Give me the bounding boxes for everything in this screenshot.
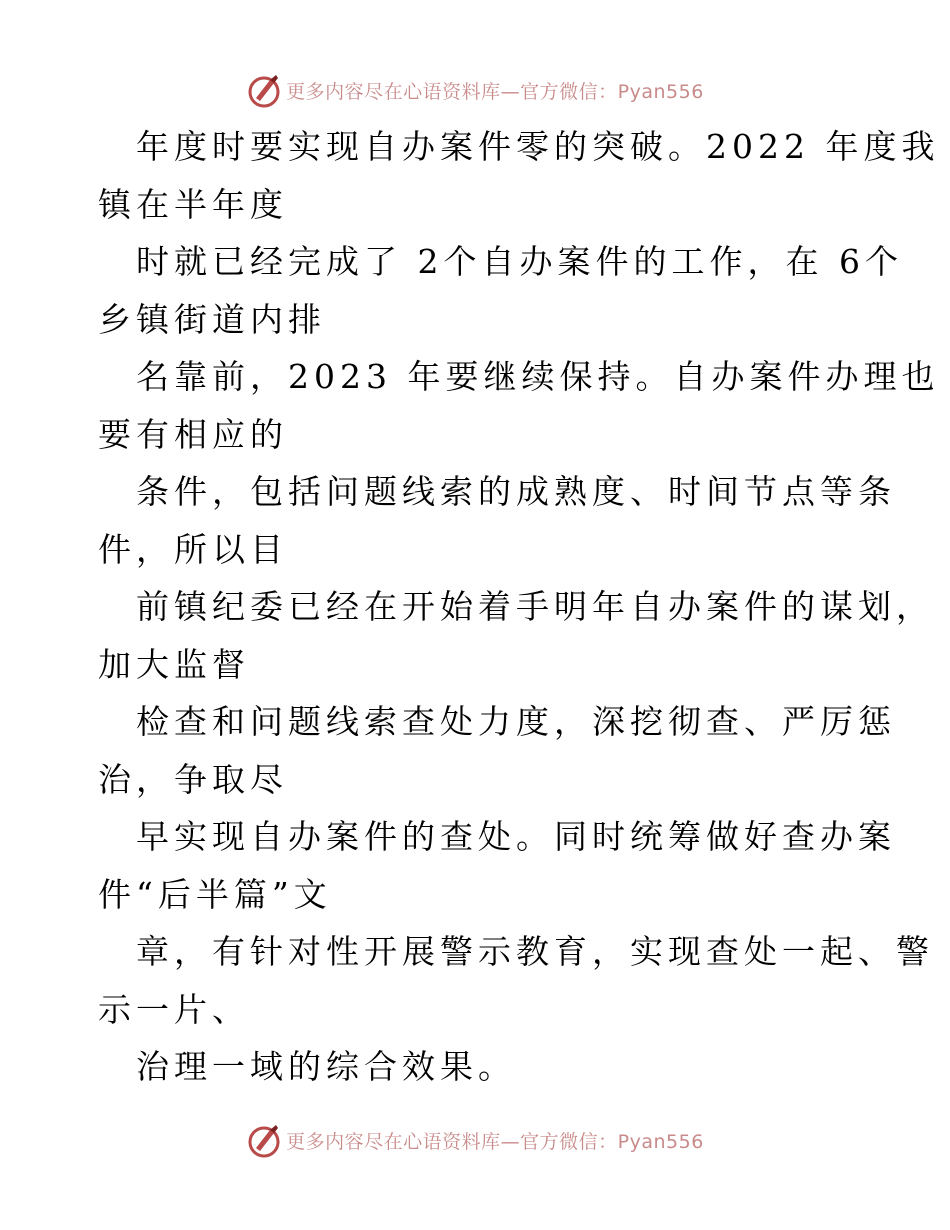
document-body <box>98 118 940 1096</box>
paragraph-9-line-1: 治理一域的综合效果。 <box>136 1047 516 1086</box>
paragraph-5-line-2: 加大监督 <box>98 644 250 684</box>
paragraph-2-line-2: 乡镇街道内排 <box>98 299 326 339</box>
paragraph-3-line-1: 名靠前，2023 年要继续保持。自办案件办理也 <box>136 357 940 396</box>
paragraph-1-line-1: 年度时要实现自办案件零的突破。2022 年度我 <box>136 127 940 166</box>
brush-pen-logo-icon <box>246 1122 282 1158</box>
paragraph-1-line-2: 镇在半年度 <box>98 184 288 224</box>
brush-pen-logo-icon <box>246 72 282 108</box>
paragraph-4-line-1: 条件，包括问题线索的成熟度、时间节点等条 <box>136 472 896 511</box>
header-banner-text: 更多内容尽在心语资料库—官方微信：Pyan556 <box>286 80 704 103</box>
footer-banner-text: 更多内容尽在心语资料库—官方微信：Pyan556 <box>286 1130 704 1153</box>
paragraph-6-line-2: 治，争取尽 <box>98 759 288 799</box>
paragraph-8-line-2: 示一片、 <box>98 989 250 1029</box>
footer-banner <box>0 1118 950 1162</box>
paragraph-7-line-2: 件“后半篇”文 <box>98 874 332 914</box>
paragraph-7-line-1: 早实现自办案件的查处。同时统筹做好查办案 <box>136 817 896 856</box>
paragraph-6-line-1: 检查和问题线索查处力度，深挖彻查、严厉惩 <box>136 702 896 741</box>
header-banner <box>0 68 950 112</box>
paragraph-8-line-1: 章，有针对性开展警示教育，实现查处一起、警 <box>136 932 934 971</box>
paragraph-3-line-2: 要有相应的 <box>98 414 288 454</box>
paragraph-5-line-1: 前镇纪委已经在开始着手明年自办案件的谋划， <box>136 587 934 626</box>
paragraph-4-line-2: 件，所以目 <box>98 529 288 569</box>
paragraph-2-line-1: 时就已经完成了 2个自办案件的工作，在 6个 <box>136 242 903 281</box>
